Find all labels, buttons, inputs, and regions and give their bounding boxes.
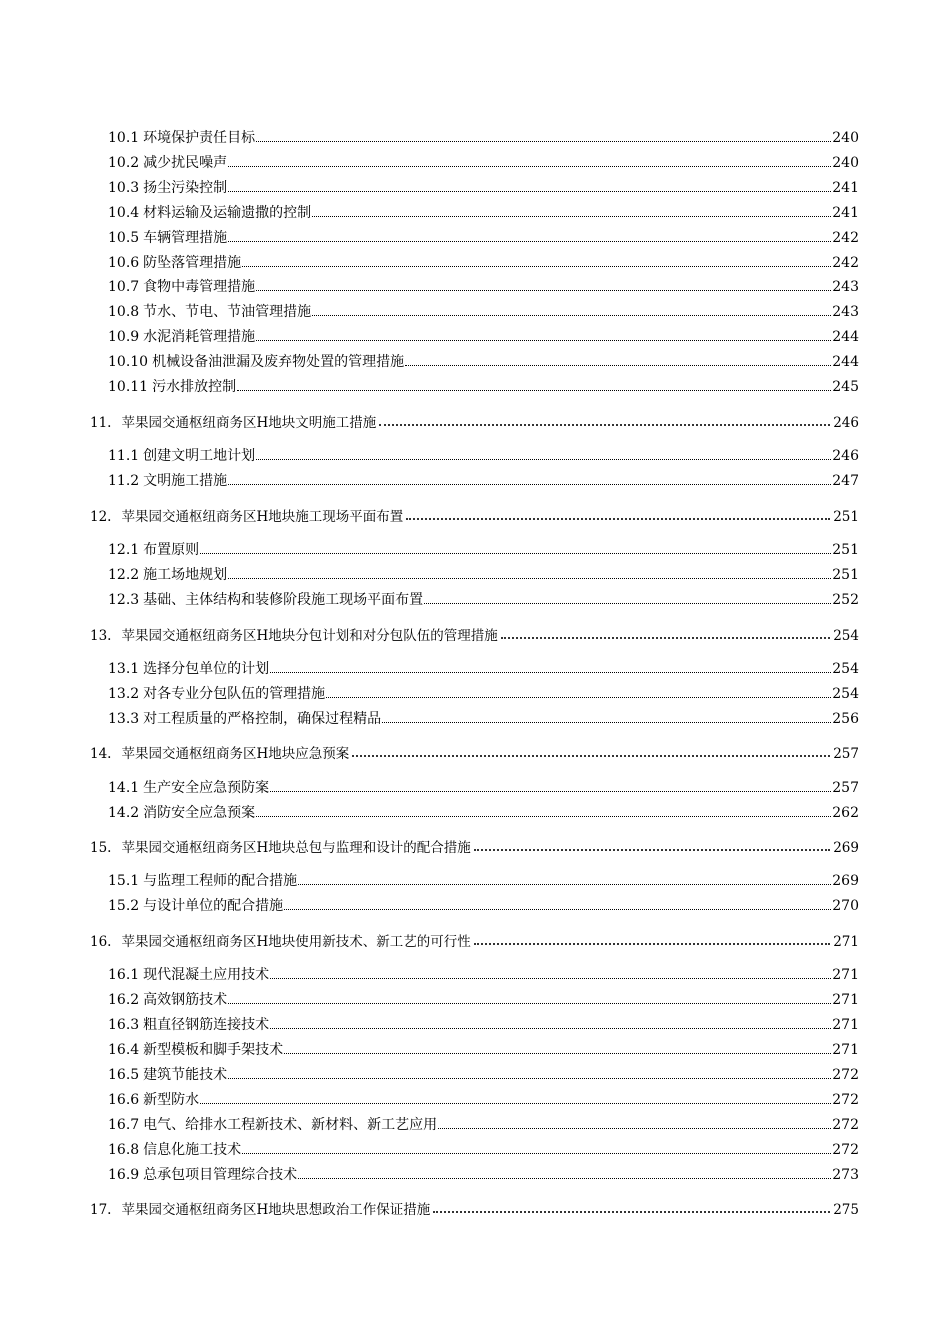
toc-entry-page: 256 — [832, 711, 859, 727]
toc-chapter-page: 246 — [833, 415, 859, 431]
toc-entry-title: 文明施工措施 — [143, 473, 228, 489]
toc-entry[interactable] — [108, 276, 859, 296]
toc-entry-page: 271 — [832, 1017, 859, 1033]
toc-entry-title: 与监理工程师的配合措施 — [143, 873, 298, 889]
toc-leader-dots — [256, 140, 831, 142]
toc-entry[interactable] — [108, 127, 859, 147]
toc-entry-number: 15.2 — [108, 898, 140, 914]
toc-entry-number: 10.2 — [108, 155, 140, 171]
toc-entry-page: 254 — [832, 686, 859, 702]
toc-entry-number: 16.8 — [108, 1142, 140, 1158]
toc-entry-page: 269 — [832, 873, 859, 889]
toc-leader-dots — [352, 754, 830, 757]
toc-entry[interactable] — [108, 564, 859, 584]
toc-entry-title: 总承包项目管理综合技术 — [143, 1167, 298, 1183]
toc-entry-page: 271 — [832, 992, 859, 1008]
toc-entry[interactable] — [108, 895, 859, 915]
toc-entry[interactable] — [108, 470, 859, 490]
toc-leader-dots — [312, 314, 831, 316]
toc-chapter[interactable] — [90, 505, 859, 525]
toc-entry-page: 272 — [832, 1092, 859, 1108]
toc-leader-dots — [312, 215, 831, 217]
toc-leader-dots — [501, 636, 830, 639]
toc-chapter-number: 16. — [90, 934, 112, 950]
toc-entry-page: 272 — [832, 1142, 859, 1158]
toc-entry-number: 12.1 — [108, 542, 140, 558]
toc-entry[interactable] — [108, 683, 859, 703]
toc-entry-number: 16.6 — [108, 1092, 140, 1108]
toc-entry-page: 252 — [832, 592, 859, 608]
toc-leader-dots — [228, 165, 831, 167]
toc-leader-dots — [228, 577, 831, 579]
toc-entry[interactable] — [108, 376, 859, 396]
toc-chapter-title: 苹果园交通枢纽商务区H地块施工现场平面布置 — [121, 509, 404, 525]
toc-entry[interactable] — [108, 351, 859, 371]
toc-chapter-number: 11. — [90, 415, 112, 431]
toc-chapter[interactable] — [90, 930, 859, 950]
toc-entry-title: 新型模板和脚手架技术 — [143, 1042, 284, 1058]
toc-chapter-number: 13. — [90, 628, 112, 644]
toc-entry-title: 新型防水 — [143, 1092, 200, 1108]
toc-entry-page: 244 — [832, 329, 859, 345]
toc-entry[interactable] — [108, 658, 859, 678]
toc-entry-number: 16.4 — [108, 1042, 140, 1058]
toc-entry-number: 10.8 — [108, 304, 140, 320]
toc-entry-title: 水泥消耗管理措施 — [143, 329, 256, 345]
toc-entry-title: 扬尘污染控制 — [143, 180, 228, 196]
toc-entry-title: 消防安全应急预案 — [143, 805, 256, 821]
toc-entry-page: 243 — [832, 304, 859, 320]
toc-entry-title: 生产安全应急预防案 — [143, 780, 270, 796]
toc-entry-number: 10.6 — [108, 255, 140, 271]
toc-entry[interactable] — [108, 177, 859, 197]
toc-leader-dots — [405, 364, 831, 366]
toc-entry-number: 10.7 — [108, 279, 140, 295]
toc-entry-number: 10.9 — [108, 329, 140, 345]
toc-entry-number: 16.9 — [108, 1167, 140, 1183]
toc-entry-title: 防坠落管理措施 — [143, 255, 242, 271]
toc-leader-dots — [228, 190, 831, 192]
toc-chapter-number: 15. — [90, 840, 112, 856]
toc-leader-dots — [256, 815, 831, 817]
toc-entry-page: 272 — [832, 1067, 859, 1083]
toc-entry-number: 10.4 — [108, 205, 140, 221]
toc-entry[interactable] — [108, 989, 859, 1009]
toc-entry[interactable] — [108, 1064, 859, 1084]
toc-entry-title: 材料运输及运输遗撒的控制 — [143, 205, 312, 221]
toc-leader-dots — [200, 552, 831, 554]
toc-entry[interactable] — [108, 802, 859, 822]
toc-entry[interactable] — [108, 445, 859, 465]
toc-entry-title: 与设计单位的配合措施 — [143, 898, 284, 914]
toc-leader-dots — [270, 1027, 831, 1029]
toc-chapter-number: 17. — [90, 1202, 112, 1218]
toc-chapter-page: 257 — [833, 746, 859, 762]
toc-entry-number: 13.2 — [108, 686, 140, 702]
toc-entry[interactable] — [108, 301, 859, 321]
toc-leader-dots — [326, 696, 831, 698]
toc-leader-dots — [284, 1052, 831, 1054]
toc-chapter-number: 12. — [90, 509, 112, 525]
toc-entry[interactable] — [108, 1139, 859, 1159]
toc-entry-page: 254 — [832, 661, 859, 677]
toc-leader-dots — [200, 1102, 831, 1104]
toc-entry-title: 选择分包单位的计划 — [143, 661, 270, 677]
toc-entry-page: 240 — [832, 130, 859, 146]
toc-leader-dots — [256, 339, 831, 341]
toc-entry-page: 241 — [832, 205, 859, 221]
toc-entry-number: 15.1 — [108, 873, 140, 889]
toc-entry-page: 243 — [832, 279, 859, 295]
toc-entry[interactable] — [108, 227, 859, 247]
toc-entry-number: 10.5 — [108, 230, 140, 246]
toc-entry[interactable] — [108, 1089, 859, 1109]
toc-leader-dots — [242, 265, 831, 267]
toc-chapter[interactable] — [90, 742, 859, 762]
toc-entry-title: 食物中毒管理措施 — [143, 279, 256, 295]
toc-entry[interactable] — [108, 870, 859, 890]
toc-entry-page: 272 — [832, 1117, 859, 1133]
toc-entry-title: 粗直径钢筋连接技术 — [143, 1017, 270, 1033]
toc-leader-dots — [242, 1152, 831, 1154]
toc-entry-number: 14.1 — [108, 780, 140, 796]
toc-entry[interactable] — [108, 1114, 859, 1134]
toc-entry-number: 16.7 — [108, 1117, 140, 1133]
toc-entry-title: 布置原则 — [143, 542, 200, 558]
toc-chapter-page: 251 — [833, 509, 859, 525]
toc-chapter-number: 14. — [90, 746, 112, 762]
toc-entry-page: 245 — [832, 379, 859, 395]
toc-entry[interactable] — [108, 964, 859, 984]
toc-entry-page: 251 — [832, 567, 859, 583]
toc-entry-title: 节水、节电、节油管理措施 — [143, 304, 312, 320]
toc-entry-number: 13.1 — [108, 661, 140, 677]
toc-entry-title: 对工程质量的严格控制，确保过程精品 — [143, 711, 382, 727]
toc-leader-dots — [228, 1077, 831, 1079]
toc-entry-page: 271 — [832, 1042, 859, 1058]
toc-chapter[interactable] — [90, 1198, 859, 1218]
toc-entry-number: 11.1 — [108, 448, 140, 464]
toc-entry-number: 16.2 — [108, 992, 140, 1008]
toc-leader-dots — [256, 458, 831, 460]
toc-entry[interactable] — [108, 1014, 859, 1034]
toc-chapter-page: 275 — [833, 1202, 859, 1218]
toc-entry-page: 262 — [832, 805, 859, 821]
toc-entry-number: 10.1 — [108, 130, 140, 146]
toc-entry-number: 10.3 — [108, 180, 140, 196]
toc-entry-page: 270 — [832, 898, 859, 914]
toc-entry-title: 对各专业分包队伍的管理措施 — [143, 686, 326, 702]
toc-leader-dots — [424, 602, 831, 604]
toc-entry-number: 13.3 — [108, 711, 140, 727]
toc-leader-dots — [228, 240, 831, 242]
toc-entry-number: 10.11 — [108, 379, 149, 395]
toc-leader-dots — [298, 1177, 831, 1179]
toc-entry-number: 14.2 — [108, 805, 140, 821]
toc-entry[interactable] — [108, 202, 859, 222]
toc-chapter-title: 苹果园交通枢纽商务区H地块文明施工措施 — [121, 415, 377, 431]
toc-entry-page: 242 — [832, 230, 859, 246]
toc-entry-page: 241 — [832, 180, 859, 196]
toc-entry[interactable] — [108, 777, 859, 797]
toc-leader-dots — [228, 1002, 831, 1004]
toc-entry-number: 11.2 — [108, 473, 140, 489]
toc-chapter-title: 苹果园交通枢纽商务区H地块思想政治工作保证措施 — [121, 1202, 431, 1218]
toc-chapter[interactable] — [90, 836, 859, 856]
toc-leader-dots — [474, 848, 830, 851]
toc-entry-title: 机械设备油泄漏及废弃物处置的管理措施 — [152, 354, 405, 370]
toc-entry-page: 246 — [832, 448, 859, 464]
toc-entry-title: 车辆管理措施 — [143, 230, 228, 246]
toc-leader-dots — [382, 721, 831, 723]
toc-leader-dots — [270, 977, 831, 979]
toc-entry-page: 242 — [832, 255, 859, 271]
toc-leader-dots — [256, 289, 831, 291]
toc-chapter[interactable] — [90, 411, 859, 431]
toc-entry-number: 16.5 — [108, 1067, 140, 1083]
toc-leader-dots — [433, 1210, 830, 1213]
toc-entry[interactable] — [108, 252, 859, 272]
toc-entry-number: 16.1 — [108, 967, 140, 983]
toc-entry-title: 高效钢筋技术 — [143, 992, 228, 1008]
toc-entry[interactable] — [108, 152, 859, 172]
toc-entry-number: 12.2 — [108, 567, 140, 583]
toc-entry-title: 电气、给排水工程新技术、新材料、新工艺应用 — [143, 1117, 438, 1133]
toc-chapter-title: 苹果园交通枢纽商务区H地块分包计划和对分包队伍的管理措施 — [121, 628, 498, 644]
toc-entry-number: 16.3 — [108, 1017, 140, 1033]
toc-entry-number: 12.3 — [108, 592, 140, 608]
toc-entry-title: 施工场地规划 — [143, 567, 228, 583]
toc-leader-dots — [228, 483, 831, 485]
toc-entry-page: 244 — [832, 354, 859, 370]
toc-entry-page: 273 — [832, 1167, 859, 1183]
toc-leader-dots — [379, 423, 830, 426]
toc-leader-dots — [284, 908, 831, 910]
toc-chapter-page: 254 — [833, 628, 859, 644]
toc-entry-title: 环境保护责任目标 — [143, 130, 256, 146]
toc-entry-title: 减少扰民噪声 — [143, 155, 228, 171]
toc-entry-page: 271 — [832, 967, 859, 983]
toc-chapter[interactable] — [90, 624, 859, 644]
toc-leader-dots — [270, 790, 831, 792]
toc-leader-dots — [438, 1127, 831, 1129]
toc-entry-page: 251 — [832, 542, 859, 558]
toc-entry[interactable] — [108, 589, 859, 609]
toc-chapter-page: 269 — [833, 840, 859, 856]
toc-entry-title: 基础、主体结构和装修阶段施工现场平面布置 — [143, 592, 424, 608]
toc-leader-dots — [237, 389, 831, 391]
toc-entry[interactable] — [108, 708, 859, 728]
toc-chapter-page: 271 — [833, 934, 859, 950]
toc-entry-page: 257 — [832, 780, 859, 796]
toc-entry[interactable] — [108, 326, 859, 346]
toc-leader-dots — [270, 671, 831, 673]
toc-entry[interactable] — [108, 539, 859, 559]
toc-leader-dots — [474, 942, 830, 945]
toc-leader-dots — [406, 517, 830, 520]
toc-chapter-title: 苹果园交通枢纽商务区H地块总包与监理和设计的配合措施 — [121, 840, 471, 856]
toc-entry-title: 信息化施工技术 — [143, 1142, 242, 1158]
toc-entry-title: 创建文明工地计划 — [143, 448, 256, 464]
toc-chapter-title: 苹果园交通枢纽商务区H地块使用新技术、新工艺的可行性 — [121, 934, 471, 950]
toc-entry-title: 现代混凝土应用技术 — [143, 967, 270, 983]
toc-chapter-title: 苹果园交通枢纽商务区H地块应急预案 — [121, 746, 350, 762]
toc-leader-dots — [298, 883, 831, 885]
toc-entry-page: 240 — [832, 155, 859, 171]
toc-entry-title: 污水排放控制 — [152, 379, 237, 395]
toc-entry-number: 10.10 — [108, 354, 149, 370]
toc-entry[interactable] — [108, 1164, 859, 1184]
toc-entry[interactable] — [108, 1039, 859, 1059]
toc-entry-title: 建筑节能技术 — [143, 1067, 228, 1083]
toc-entry-page: 247 — [832, 473, 859, 489]
